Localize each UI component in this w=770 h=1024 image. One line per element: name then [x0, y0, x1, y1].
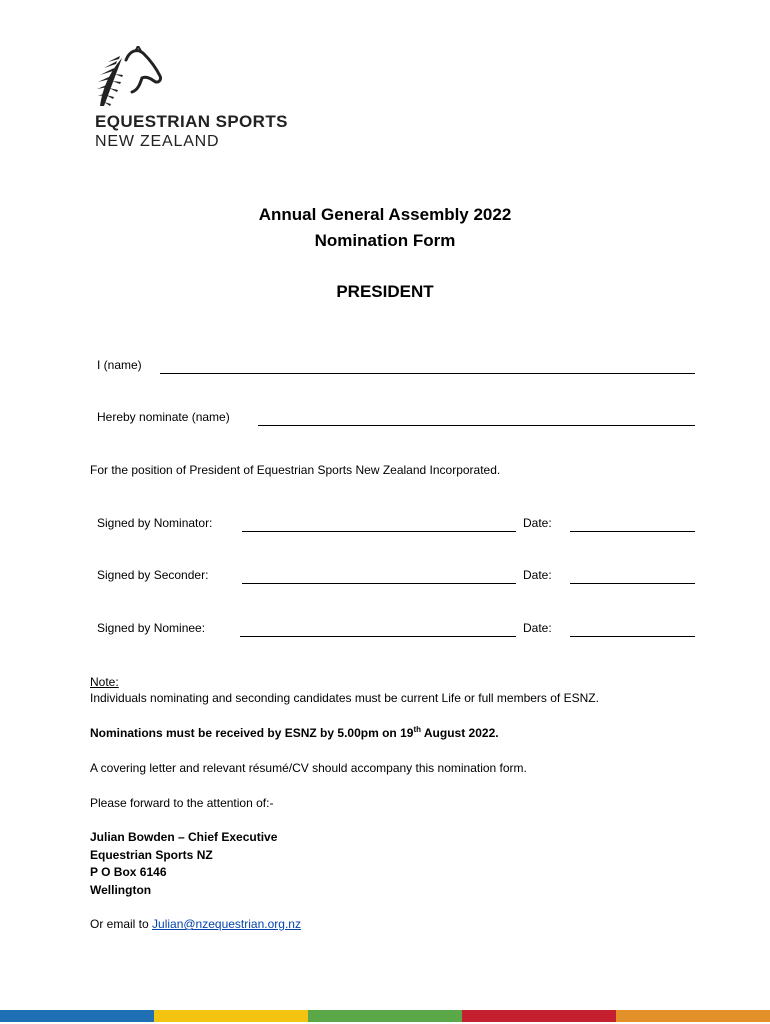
logo-subtitle: NEW ZEALAND [95, 133, 220, 150]
deadline-note: Nominations must be received by ESNZ by 5.00pm on 19th August 2022. [90, 725, 499, 740]
nominator-date-label: Date: [523, 516, 552, 530]
seconder-date-label: Date: [523, 568, 552, 582]
contact-city: Wellington [90, 883, 152, 897]
nominee-signature-field[interactable] [240, 636, 516, 637]
seconder-label: Signed by Seconder: [97, 568, 209, 582]
footer-stripe-4 [462, 1010, 616, 1022]
email-link[interactable]: Julian@nzequestrian.org.nz [152, 917, 301, 931]
nominate-label: Hereby nominate (name) [97, 410, 230, 424]
nominee-label: Signed by Nominee: [97, 621, 206, 635]
nominee-date-field[interactable] [570, 636, 695, 637]
seconder-date-field[interactable] [570, 583, 695, 584]
contact-name: Julian Bowden – Chief Executive [90, 830, 278, 844]
forward-note: Please forward to the attention of:- [90, 796, 274, 810]
logo-title: EQUESTRIAN SPORTS [95, 112, 288, 131]
name-field[interactable] [160, 373, 695, 374]
nominee-date-label: Date: [523, 621, 552, 635]
footer-stripe-5 [616, 1010, 770, 1022]
page-title: Annual General Assembly 2022 [258, 205, 512, 224]
contact-org: Equestrian Sports NZ [90, 848, 213, 862]
contact-po-box: P O Box 6146 [90, 865, 167, 879]
nominee-name-field[interactable] [258, 425, 695, 426]
nominator-signature-field[interactable] [242, 531, 516, 532]
nominator-date-field[interactable] [570, 531, 695, 532]
page-subtitle: Nomination Form [314, 231, 456, 250]
footer-stripe-2 [154, 1010, 308, 1022]
position-heading: PRESIDENT [336, 282, 434, 301]
footer-stripe-1 [0, 1010, 154, 1022]
covering-letter-note: A covering letter and relevant résumé/CV should accompany this nomination form. [90, 761, 527, 775]
seconder-signature-field[interactable] [242, 583, 516, 584]
nominator-label: Signed by Nominator: [97, 516, 213, 530]
footer-stripe-3 [308, 1010, 462, 1022]
email-line: Or email to Julian@nzequestrian.org.nz [90, 917, 301, 931]
position-statement: For the position of President of Equestrian Sports New Zealand Incorporated. [90, 463, 501, 477]
note-heading: Note: [90, 675, 119, 689]
name-label: I (name) [97, 358, 142, 372]
fern-horse-head-icon [92, 46, 164, 112]
membership-note: Individuals nominating and seconding candidates must be current Life or full members of ESNZ. [90, 691, 599, 705]
footer-color-bar [0, 1010, 770, 1022]
